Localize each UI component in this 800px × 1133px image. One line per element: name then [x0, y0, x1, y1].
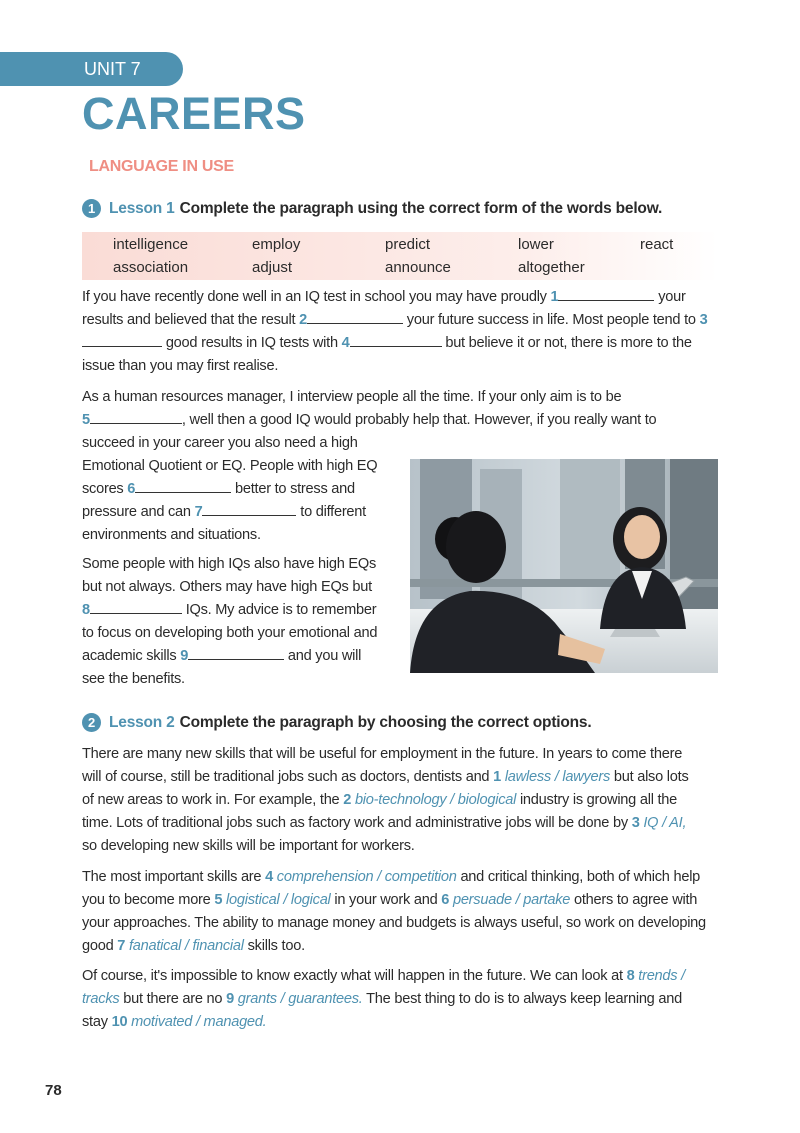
- section-label: LANGUAGE IN USE: [89, 158, 234, 175]
- option-choice[interactable]: comprehension / competition: [276, 869, 457, 885]
- option-number: 7: [117, 938, 126, 954]
- word-item: predict: [385, 236, 431, 253]
- exercise-1-paragraph-1: [82, 286, 722, 378]
- option-number: 10: [111, 1014, 128, 1030]
- word-item: react: [640, 236, 674, 253]
- gap-number: 6: [127, 481, 136, 497]
- text-run: The best thing to do is to always keep learning and: [366, 991, 682, 1007]
- word-item: adjust: [252, 259, 293, 276]
- gap-line[interactable]: [90, 409, 182, 424]
- text-run: to: [684, 312, 696, 328]
- text-run: pressure and can: [82, 504, 191, 520]
- text-run: but also lots: [613, 769, 689, 785]
- option-number: 9: [226, 991, 234, 1007]
- text-run: your future success in life. Most people tend: [406, 312, 681, 328]
- lesson-label: Lesson 1: [109, 199, 175, 217]
- option-choice[interactable]: motivated / managed.: [131, 1014, 267, 1030]
- gap-line[interactable]: [350, 332, 442, 347]
- unit-label: UNIT 7: [84, 59, 141, 79]
- option-choice[interactable]: tracks: [82, 991, 120, 1007]
- gap-number: 8: [82, 602, 90, 618]
- text-run: The most important skills are: [82, 869, 262, 885]
- text-run: scores: [82, 481, 124, 497]
- text-run: results and believed that the result: [82, 312, 296, 328]
- exercise-1-paragraph-2b: [82, 455, 400, 547]
- text-run: and critical thinking, both of which help: [460, 869, 701, 885]
- text-run: As a human resources manager, I interview people all the time. If your only aim is to be: [82, 389, 622, 405]
- option-number: 4: [265, 869, 273, 885]
- text-run: succeed in your career you also need a high: [82, 435, 358, 451]
- text-run: Emotional Quotient or EQ. People with high EQ: [82, 458, 378, 474]
- text-run: but believe it or not, there is more: [445, 335, 653, 351]
- text-run: and you will: [287, 648, 362, 664]
- gap-line[interactable]: [188, 645, 284, 660]
- option-number: 5: [214, 892, 223, 908]
- text-run: see the benefits.: [82, 671, 185, 687]
- gap-line[interactable]: [202, 501, 296, 516]
- gap-line[interactable]: [90, 599, 182, 614]
- text-run: industry is growing all the: [519, 792, 678, 808]
- text-run: of new areas to work in. For example, the: [82, 792, 340, 808]
- text-run: IQs. My advice is to remember: [185, 602, 377, 618]
- gap-line[interactable]: [135, 478, 231, 493]
- gap-line[interactable]: [82, 332, 162, 347]
- text-run: good results in IQ tests with: [165, 335, 338, 351]
- gap-line[interactable]: [558, 286, 654, 301]
- option-choice[interactable]: trends /: [638, 968, 685, 984]
- word-box: [82, 232, 718, 280]
- text-run: academic skills: [82, 648, 177, 664]
- text-run: , well then a good IQ would probably help that. However, if you really want to: [181, 412, 657, 428]
- option-choice[interactable]: grants / guarantees.: [237, 991, 363, 1007]
- option-choice[interactable]: fanatical / financial: [128, 938, 244, 954]
- word-item: altogether: [518, 259, 585, 276]
- interview-illustration: [410, 459, 718, 673]
- exercise-number-badge: 2: [82, 713, 101, 732]
- exercise-number-badge: 1: [82, 199, 101, 218]
- text-run: your approaches. The ability to manage money and budgets is always useful, so work on developing: [82, 915, 706, 931]
- option-number: 1: [493, 769, 501, 785]
- gap-number: 2: [299, 312, 307, 328]
- interview-photo: [410, 459, 718, 673]
- exercise-2-paragraph-3: [82, 965, 722, 1034]
- text-run: others to agree with: [573, 892, 698, 908]
- word-item: association: [113, 259, 189, 276]
- lesson-label: Lesson 2: [109, 713, 175, 731]
- gap-number: 1: [550, 289, 559, 305]
- option-choice[interactable]: logistical / logical: [226, 892, 331, 908]
- option-choice[interactable]: persuade / partake: [452, 892, 571, 908]
- page-number: 78: [45, 1082, 62, 1099]
- text-run: but there are no: [123, 991, 223, 1007]
- gap-number: 7: [194, 504, 203, 520]
- text-run: to different: [300, 504, 366, 520]
- word-item: lower: [518, 236, 554, 253]
- text-run: Some people with high IQs also have high EQs: [82, 556, 377, 572]
- exercise-2-paragraph-1: [82, 743, 722, 858]
- text-run: stay: [82, 1014, 108, 1030]
- option-number: 8: [626, 968, 635, 984]
- text-run: time. Lots of traditional jobs such as factory work and administrative jobs will be done by: [82, 815, 628, 831]
- word-item: announce: [385, 259, 451, 276]
- exercise-1-paragraph-2a: [82, 386, 722, 455]
- text-run: skills too.: [247, 938, 305, 954]
- option-choice[interactable]: lawless / lawyers: [504, 769, 611, 785]
- text-run: will of course, still be traditional jobs such as doctors, dentists and: [82, 769, 490, 785]
- page-title: CAREERS: [82, 88, 306, 139]
- text-run: If you have recently done well in an IQ test in school you may have proudly: [82, 289, 547, 305]
- exercise-2-paragraph-2: [82, 866, 722, 958]
- word-item: intelligence: [113, 236, 189, 253]
- exercise-2-heading: [82, 713, 591, 732]
- unit-tab: [0, 52, 183, 86]
- option-number: 3: [631, 815, 640, 831]
- exercise-instruction: Complete the paragraph by choosing the correct options.: [179, 713, 592, 731]
- gap-number: 5: [82, 412, 90, 428]
- word-item: employ: [252, 236, 301, 253]
- text-run: to the issue than you may first realise.: [82, 335, 692, 374]
- text-run: your: [658, 289, 686, 305]
- text-run: in your work and: [334, 892, 438, 908]
- gap-number: 9: [180, 648, 189, 664]
- text-run: better to stress and: [234, 481, 355, 497]
- text-run: environments and situations.: [82, 527, 261, 543]
- exercise-1-heading: [82, 199, 662, 218]
- text-run: so developing new skills will be important for workers.: [82, 838, 415, 854]
- exercise-instruction: Complete the paragraph using the correct form of the words below.: [179, 199, 663, 217]
- text-run: but not always. Others may have high EQs but: [82, 579, 372, 595]
- gap-number: 3: [699, 312, 708, 328]
- text-run: There are many new skills that will be useful for employment in the future. In years to come there: [82, 746, 683, 762]
- option-choice[interactable]: bio-technology / biological: [354, 792, 517, 808]
- text-run: good: [82, 938, 114, 954]
- text-run: you to become more: [82, 892, 211, 908]
- exercise-1-paragraph-3: [82, 553, 400, 691]
- option-number: 6: [441, 892, 450, 908]
- gap-line[interactable]: [307, 309, 403, 324]
- gap-number: 4: [341, 335, 350, 351]
- option-choice[interactable]: IQ / AI,: [643, 815, 687, 831]
- text-run: to focus on developing both your emotional and: [82, 625, 378, 641]
- text-run: Of course, it's impossible to know exactly what will happen in the future. We can look at: [82, 968, 623, 984]
- option-number: 2: [343, 792, 352, 808]
